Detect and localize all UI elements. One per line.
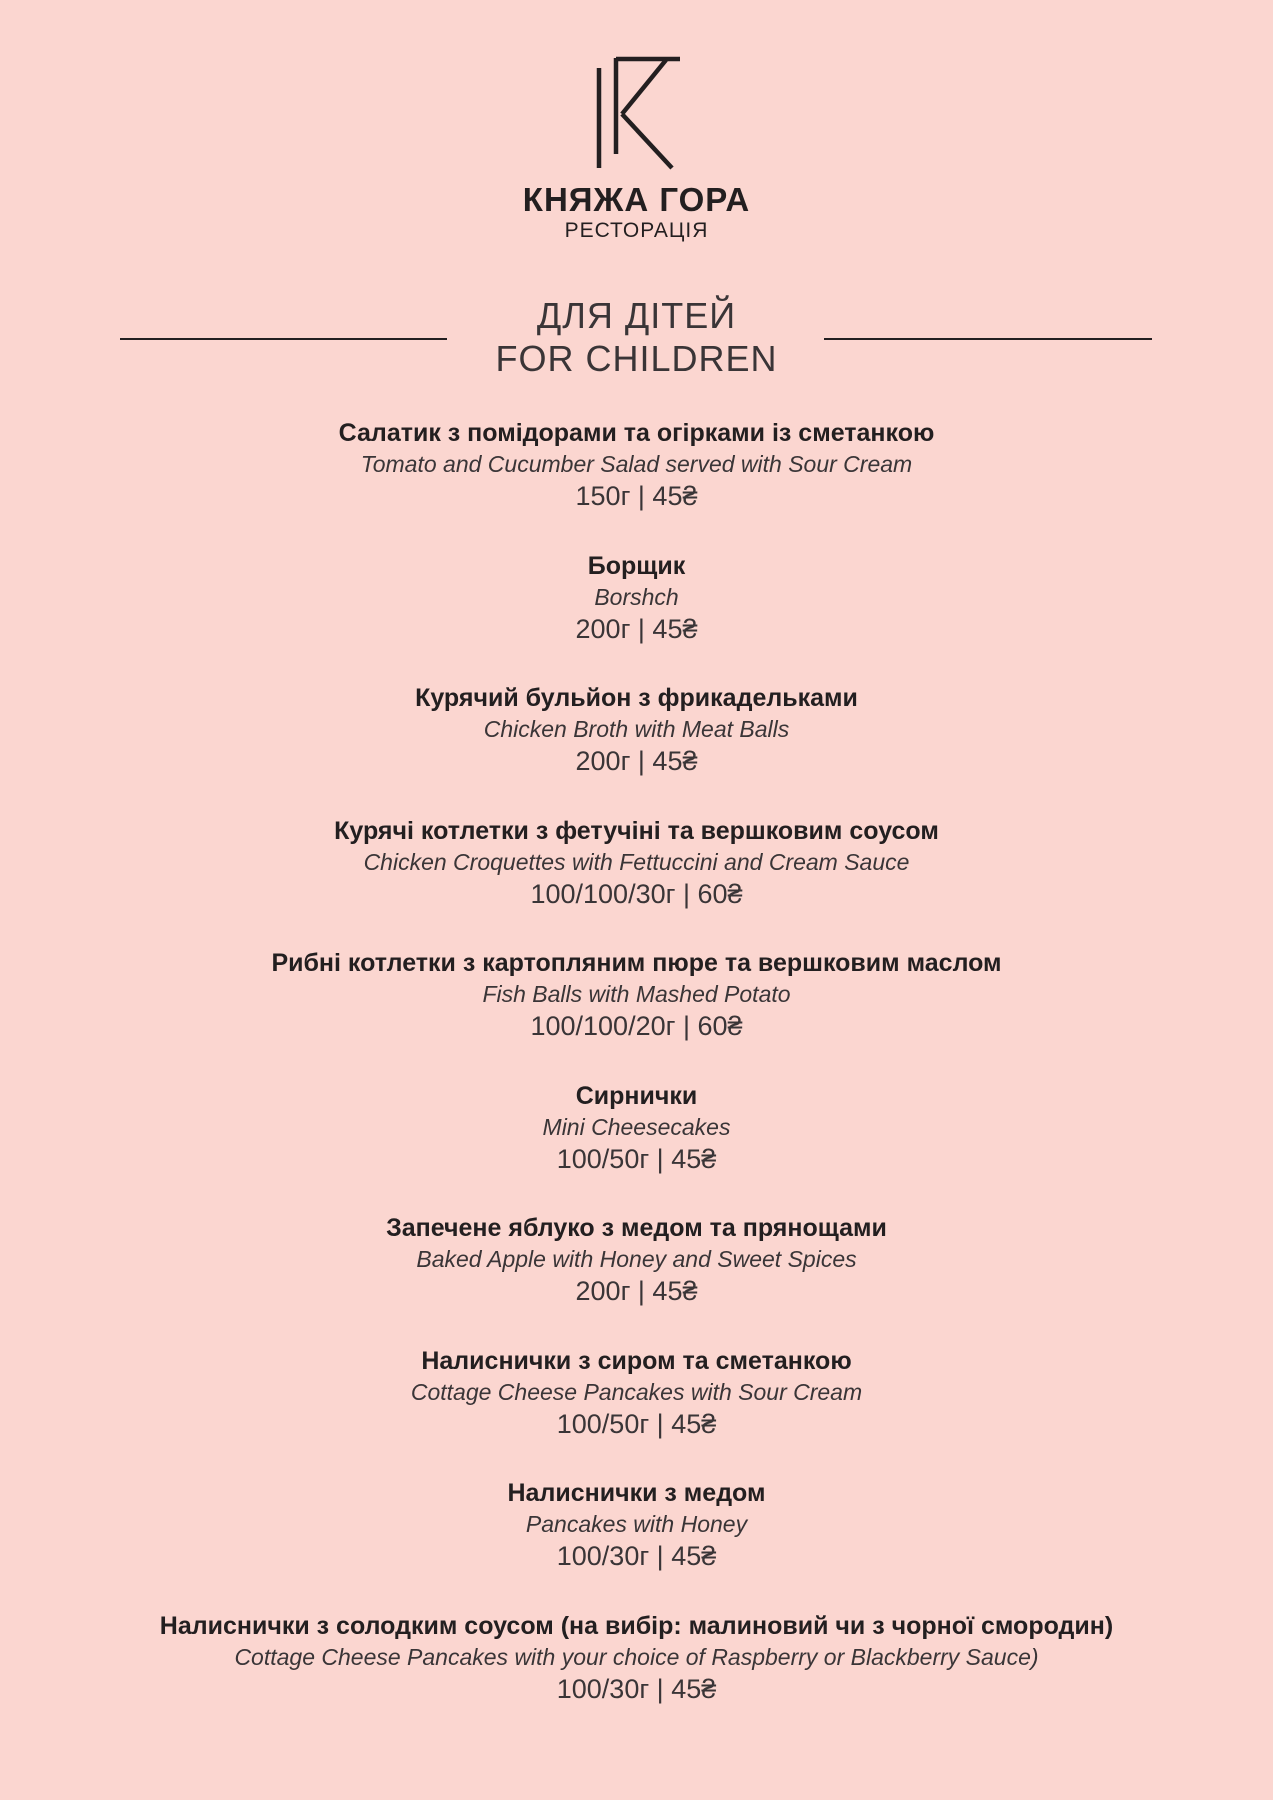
item-name-en: Chicken Broth with Meat Balls — [483, 716, 790, 742]
item-name-en: Borshch — [594, 583, 679, 610]
item-name-uk: Налиснички з медом — [507, 1479, 766, 1507]
kg-monogram-icon — [592, 56, 682, 170]
menu-list — [0, 416, 1273, 1741]
item-name-en: Baked Apple with Honey and Sweet Spices — [416, 1246, 857, 1272]
item-name-en: Fish Balls with Mashed Potato — [482, 981, 791, 1007]
menu-item — [0, 1344, 1273, 1477]
item-price: 200г | 45₴ — [575, 613, 698, 644]
item-name-en: Pancakes with Honey — [525, 1511, 748, 1537]
section-title-en: FOR CHILDREN — [495, 338, 778, 379]
section-heading — [0, 294, 1273, 380]
item-price: 200г | 45₴ — [575, 1276, 698, 1306]
restaurant-logo — [0, 56, 1273, 244]
menu-item — [0, 1211, 1273, 1344]
item-name-uk: Запечене яблуко з медом та прянощами — [386, 1214, 887, 1242]
item-name-en: Chicken Croquettes with Fettuccini and Cream Sauce — [363, 848, 910, 875]
item-name-en: Cottage Cheese Pancakes with Sour Cream — [410, 1378, 863, 1405]
menu-item — [0, 549, 1273, 682]
item-name-uk: Курячий бульйон з фрикадельками — [415, 684, 858, 712]
item-price: 150г | 45₴ — [575, 481, 698, 511]
item-price: 100/30г | 45₴ — [556, 1673, 717, 1704]
restaurant-name: КНЯЖА ГОРА — [522, 181, 751, 218]
item-name-uk: Сирнички — [575, 1081, 698, 1110]
menu-item — [0, 946, 1273, 1079]
menu-item — [0, 1609, 1273, 1742]
section-title-uk: ДЛЯ ДІТЕЙ — [536, 295, 737, 336]
menu-item — [0, 681, 1273, 814]
menu-item — [0, 1079, 1273, 1212]
item-name-en: Mini Cheesecakes — [542, 1113, 731, 1140]
item-price: 100/50г | 45₴ — [556, 1143, 717, 1174]
item-name-uk: Налиснички з сиром та сметанкою — [421, 1346, 852, 1375]
item-name-uk: Курячі котлетки з фетучіні та вершковим соусом — [334, 816, 939, 845]
item-name-uk: Рибні котлетки з картопляним пюре та вершковим маслом — [271, 949, 1002, 977]
restaurant-subtitle: РЕСТОРАЦІЯ — [564, 219, 709, 242]
menu-item — [0, 1476, 1273, 1609]
item-price: 100/100/20г | 60₴ — [530, 1011, 743, 1041]
item-name-en: Cottage Cheese Pancakes with your choice of Raspberry or Blackberry Sauce) — [234, 1643, 1039, 1670]
item-price: 100/50г | 45₴ — [556, 1408, 717, 1439]
item-name-uk: Налиснички з солодким соусом (на вибір: малиновий чи з чорної смородин) — [159, 1611, 1114, 1640]
item-price: 100/100/30г | 60₴ — [530, 878, 743, 909]
item-price: 200г | 45₴ — [575, 746, 698, 776]
menu-item — [0, 416, 1273, 549]
item-price: 100/30г | 45₴ — [556, 1541, 717, 1571]
item-name-uk: Борщик — [587, 551, 686, 580]
item-name-uk: Салатик з помідорами та огірками із сметанкою — [338, 419, 935, 447]
item-name-en: Tomato and Cucumber Salad served with Sour Cream — [360, 451, 913, 477]
menu-item — [0, 814, 1273, 947]
